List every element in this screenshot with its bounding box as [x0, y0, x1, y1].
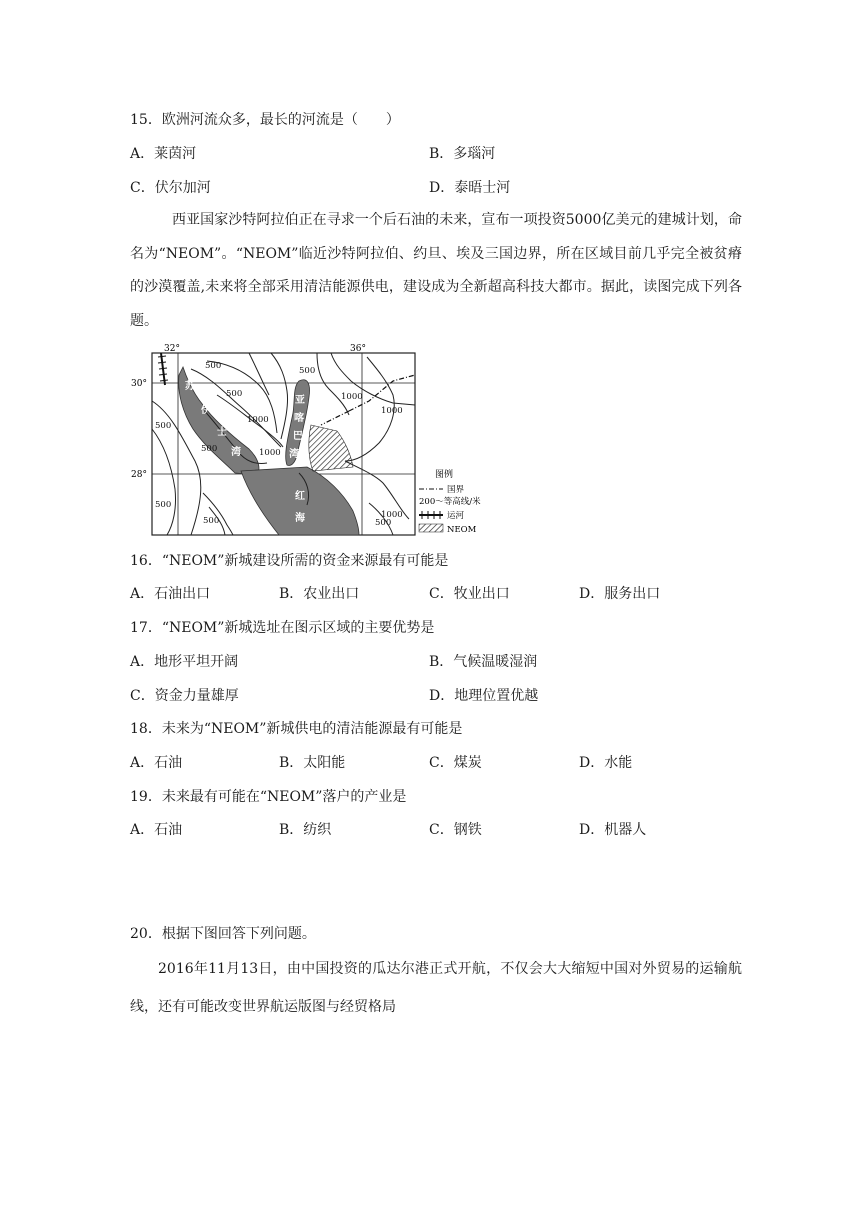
sea-label: 红	[295, 491, 305, 502]
contour-label: 1000	[247, 415, 269, 425]
neom-passage-text: 西亚国家沙特阿拉伯正在寻求一个后石油的未来，宣布一项投资5000亿美元的建城计划，命名为“NEOM”。“NEOM”临近沙特阿拉伯、约旦、埃及三国边界，所在区域目前几乎完全被贫瘠的沙漠覆盖,未来将全部采用清洁能源供电，建设成为全新超高科技大都市。据此，读图完成下列各题。	[130, 212, 742, 329]
q16-option-a[interactable]: A．石油出口	[130, 586, 211, 602]
q18-option-d[interactable]: D．水能	[579, 755, 633, 771]
legend-border-label: 国界	[447, 485, 465, 495]
sea-label: 伊	[201, 405, 211, 416]
contour-label: 1000	[381, 406, 403, 416]
q16-stem: 16．“NEOM”新城建设所需的资金来源最有可能是	[130, 553, 449, 569]
legend-neom-label: NEOM	[447, 525, 477, 535]
q17-option-c[interactable]: C．资金力量雄厚	[130, 688, 239, 704]
map-legend	[419, 468, 481, 535]
q19-option-a[interactable]: A．石油	[130, 822, 183, 838]
sea-label: 海	[295, 513, 305, 524]
sea-label: 士	[217, 427, 227, 438]
legend-contour-label: 200～等高线/米	[419, 497, 481, 507]
contour-label: 500	[375, 518, 392, 528]
q15-option-b[interactable]: B．多瑙河	[429, 146, 496, 162]
contour-label: 500	[201, 444, 218, 454]
sea-label: 亚	[295, 395, 305, 406]
contour-label: 500	[155, 500, 172, 510]
contour-label: 1000	[259, 448, 281, 458]
q16-option-d[interactable]: D．服务出口	[579, 586, 661, 602]
lat-label-30: 30°	[131, 379, 147, 389]
sea-label: 湾	[289, 449, 299, 460]
q15-option-d[interactable]: D．泰晤士河	[429, 180, 511, 196]
q15-stem: 15．欧洲河流众多，最长的河流是（ ）	[130, 112, 400, 128]
contour-label: 500	[299, 366, 316, 376]
q19-option-b[interactable]: B．纺织	[279, 822, 332, 838]
q16-option-b[interactable]: B．农业出口	[279, 586, 360, 602]
neom-region-map	[131, 343, 503, 539]
lon-label-32: 32°	[164, 344, 180, 354]
lon-label-36: 36°	[350, 344, 366, 354]
lat-label-28: 28°	[131, 470, 147, 480]
q18-option-c[interactable]: C．煤炭	[429, 755, 482, 771]
q15-option-c[interactable]: C．伏尔加河	[130, 180, 211, 196]
q17-option-d[interactable]: D．地理位置优越	[429, 688, 539, 704]
q15-option-a[interactable]: A．莱茵河	[130, 146, 197, 162]
q16-option-c[interactable]: C．牧业出口	[429, 586, 510, 602]
q17-option-b[interactable]: B．气候温暖湿润	[429, 654, 538, 670]
q20-stem: 20．根据下图回答下列问题。	[130, 926, 316, 942]
contour-label: 500	[203, 516, 220, 526]
q18-stem: 18．未来为“NEOM”新城供电的清洁能源最有可能是	[130, 721, 463, 737]
legend-title: 图例	[435, 470, 454, 480]
q18-option-a[interactable]: A．石油	[130, 755, 183, 771]
q19-stem: 19．未来最有可能在“NEOM”落户的产业是	[130, 789, 407, 805]
sea-label: 巴	[293, 431, 303, 442]
sea-label: 苏	[185, 381, 195, 392]
gwadar-passage	[130, 950, 742, 1026]
sea-label: 喀	[294, 413, 304, 424]
sea-label: 湾	[231, 447, 241, 458]
q17-stem: 17．“NEOM”新城选址在图示区域的主要优势是	[130, 620, 435, 636]
q19-option-c[interactable]: C．钢铁	[429, 822, 482, 838]
contour-label: 500	[205, 361, 222, 371]
contour-label: 500	[226, 389, 243, 399]
q19-option-d[interactable]: D．机器人	[579, 822, 647, 838]
contour-label: 1000	[341, 392, 363, 402]
legend-canal-label: 运河	[447, 511, 465, 521]
q17-option-a[interactable]: A．地形平坦开阔	[130, 654, 239, 670]
gwadar-passage-text: 2016年11月13日，由中国投资的瓜达尔港正式开航，不仅会大大缩短中国对外贸易的运输航线，还有可能改变世界航运版图与经贸格局	[130, 961, 742, 1015]
contour-label: 500	[155, 421, 172, 431]
q18-option-b[interactable]: B．太阳能	[279, 755, 346, 771]
neom-passage	[130, 204, 742, 338]
contour-label: 1000	[381, 510, 403, 520]
